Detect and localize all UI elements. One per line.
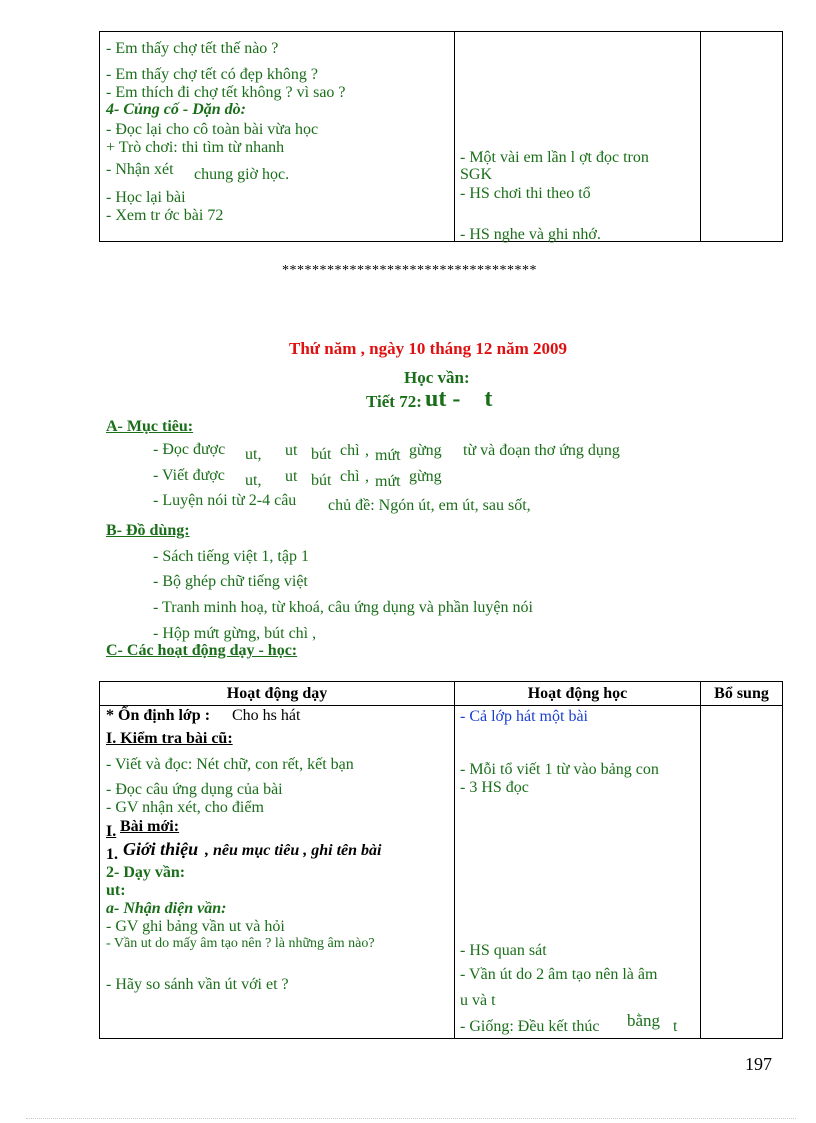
top-right-line-1: - Một vài em lần l ợt đọc tron (460, 149, 649, 166)
objective-read-w5: , (365, 442, 369, 459)
objective-write-label: - Viết được (153, 467, 225, 484)
objective-read-label: - Đọc được (153, 441, 226, 458)
learn-line-1: - Cả lớp hát một bài (460, 708, 588, 725)
page-number: 197 (745, 1054, 772, 1074)
recognize-line-2: - Vần ut do mấy âm tạo nên ? là những âm nào? (106, 936, 375, 951)
new-lesson-num: I. (106, 823, 117, 840)
materials-3: - Tranh minh hoạ, từ khoá, câu ứng dụng và phần luyện nói (153, 599, 533, 616)
section-b-title: B- Đồ dùng: (106, 522, 190, 539)
objective-read-rest: từ và đoạn thơ ứng dụng (463, 442, 620, 459)
warmup-text: Cho hs hát (232, 707, 301, 724)
top-right-line-3: - HS chơi thi theo tổ (460, 185, 591, 202)
intro-num: 1. (106, 846, 118, 863)
header-supplement: Bổ sung (701, 682, 783, 706)
materials-1: - Sách tiếng việt 1, tập 1 (153, 548, 309, 565)
date-line: Thứ năm , ngày 10 tháng 12 năm 2009 (289, 339, 568, 358)
objective-write-w3: bút (311, 472, 332, 489)
objective-read-w2: ut (285, 442, 298, 459)
separator-stars: ********************************** (282, 263, 537, 278)
top-right-line-4: - HS nghe và ghi nhớ. (460, 226, 601, 243)
objective-write-w5: , (365, 468, 369, 485)
section-heading-cungco: 4- Củng cố - Dặn dò: (106, 101, 247, 118)
section-a-title: A- Mục tiêu: (106, 418, 194, 435)
top-left-line-1: - Em thấy chợ tết thế nào ? (106, 40, 279, 57)
objective-write-w6: mứt (375, 473, 401, 490)
top-right-cell (455, 32, 701, 242)
review-line-3: - GV nhận xét, cho điểm (106, 799, 264, 816)
objective-read-w6: mứt (375, 447, 401, 464)
objective-read-w1: ut, (245, 446, 262, 463)
learn-line-7: - Giống: Đều kết thúc (460, 1018, 600, 1035)
learn-line-5: - Vần út do 2 âm tạo nên là âm (460, 966, 658, 983)
header-learning: Hoạt động học (455, 682, 701, 706)
top-right-line-2: SGK (460, 166, 493, 183)
objective-write-w7: gừng (409, 468, 442, 485)
top-left-line-8: chung giờ học. (194, 166, 290, 183)
recognize-line-1: - GV ghi bảng vần ut và hỏi (106, 918, 285, 935)
top-left-line-2: - Em thấy chợ tết có đẹp không ? (106, 66, 318, 83)
recognize-line-3: - Hãy so sánh vần út với et ? (106, 976, 289, 993)
top-left-line-3: - Em thích đi chợ tết không ? vì sao ? (106, 84, 346, 101)
subject-title: Học vần: (404, 368, 470, 387)
materials-2: - Bộ ghép chữ tiếng việt (153, 573, 308, 590)
top-left-line-7: - Nhận xét (106, 161, 174, 178)
top-left-line-10: - Xem tr ớc bài 72 (106, 207, 224, 224)
section-c-title: C- Các hoạt động dạy - học: (106, 642, 298, 659)
objective-write-w2: ut (285, 468, 298, 485)
lesson-title: ut - t (425, 386, 493, 412)
learn-line-9: t (673, 1018, 678, 1035)
review-title: I. Kiểm tra bài cũ: (106, 730, 233, 747)
objective-write-w4: chì (340, 468, 360, 485)
intro-label: Giới thiệu (123, 839, 199, 859)
learn-line-8: bằng (627, 1011, 661, 1030)
materials-4: - Hộp mứt gừng, bút chì , (153, 625, 317, 642)
learn-line-4: - HS quan sát (460, 942, 547, 959)
objective-read-w4: chì (340, 442, 360, 459)
learn-line-6: u và t (460, 992, 496, 1009)
learn-line-2: - Mỗi tổ viết 1 từ vào bảng con (460, 761, 659, 778)
rhyme-ut-label: ut: (106, 882, 126, 899)
main-right-cell (455, 706, 701, 1039)
objective-speak-topic: chủ đề: Ngón út, em út, sau sốt, (328, 497, 531, 514)
recognize-title: a- Nhận diện vần: (106, 900, 227, 917)
top-left-line-9: - Học lại bài (106, 189, 186, 206)
objective-read-w7: gừng (409, 442, 442, 459)
objective-read-w3: bút (311, 446, 332, 463)
review-line-1: - Viết và đọc: Nét chữ, con rết, kết bạn (106, 756, 354, 773)
top-left-line-5: - Đọc lại cho cô toàn bài vừa học (106, 121, 319, 138)
objective-speak-label: - Luyện nói từ 2-4 câu (153, 492, 297, 509)
intro-rest: , nêu mục tiêu , ghi tên bài (205, 842, 382, 859)
objective-write-w1: ut, (245, 472, 262, 489)
new-lesson-title: Bài mới: (120, 818, 180, 835)
teach-rhyme-title: 2- Dạy vần: (106, 864, 186, 881)
learn-line-3: - 3 HS đọc (460, 779, 529, 796)
top-extra-cell (701, 32, 783, 242)
warmup-label: * Ổn định lớp : (106, 707, 211, 724)
lesson-prefix: Tiết 72: (366, 392, 422, 411)
header-teaching: Hoạt động dạy (100, 682, 455, 706)
review-line-2: - Đọc câu ứng dụng của bài (106, 781, 283, 798)
main-extra-cell (701, 706, 783, 1039)
footer-dotted-line (26, 1118, 796, 1119)
top-left-line-6: + Trò chơi: thi tìm từ nhanh (106, 139, 285, 156)
